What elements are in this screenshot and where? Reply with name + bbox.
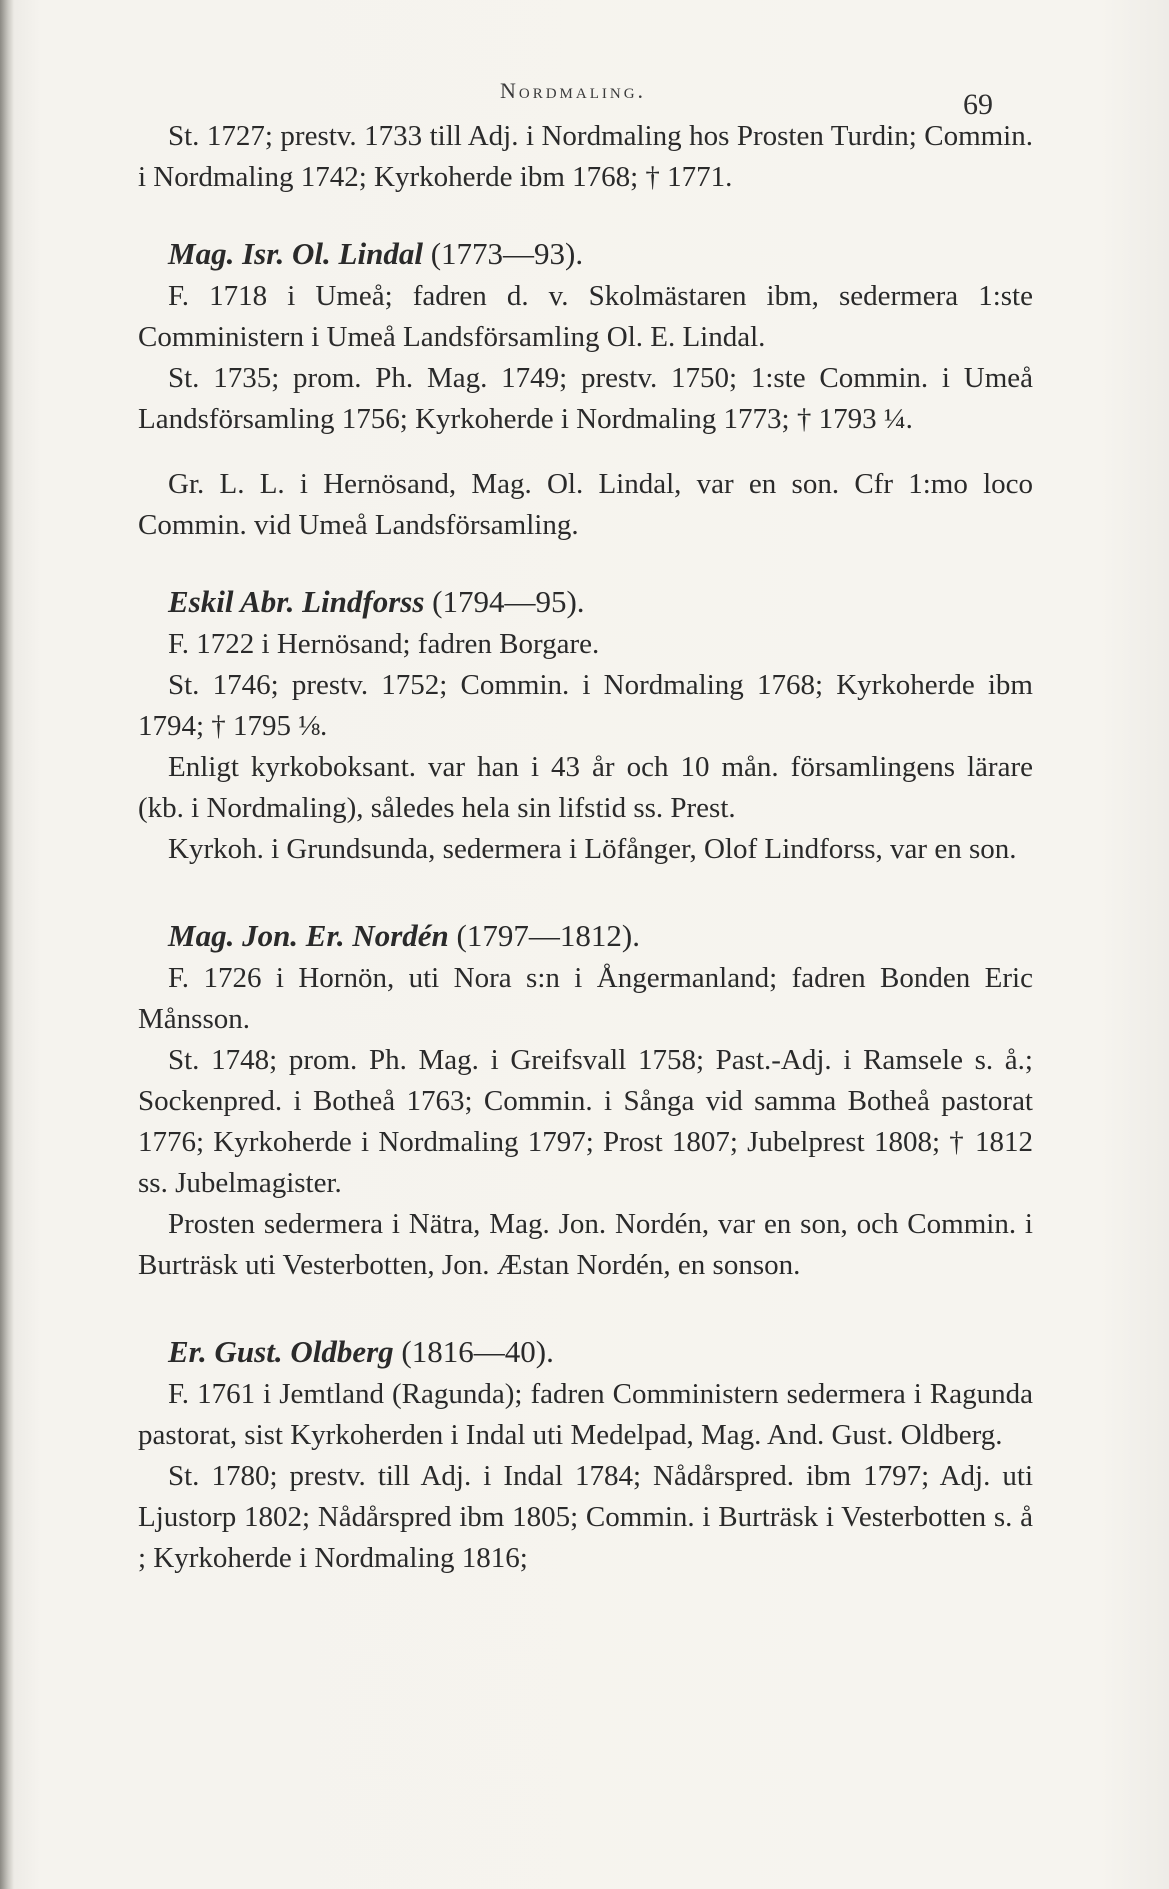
entry-heading-years: (1816—40). [401,1334,554,1369]
page-number: 69 [963,88,993,121]
entry-lindforss [138,580,1033,870]
entry-heading-name: Eskil Abr. Lindforss [168,584,425,619]
entry-continuation [138,116,1033,198]
entry-heading-name: Mag. Jon. Er. Nordén [168,918,449,953]
entry-lindal [138,232,1033,546]
entry-heading [138,580,1033,624]
entry-oldberg [138,1330,1033,1579]
entry-paragraph: St. 1748; prom. Ph. Mag. i Greifsvall 1758; Past.-Adj. i Ramsele s. å.; Sockenpred. i Botheå 1763; Commin. i Sånga vid samma Botheå pastorat 1776; Kyrkoherde i Nordmaling 1797; Prost 1807; Jubelprest 1808; † 1812 ss. Jubelmagister. [138,1044,1033,1199]
running-head: Nordmaling. [500,78,647,103]
entry-paragraph: F. 1722 i Hernösand; fadren Borgare. [168,628,600,660]
entry-paragraph: St. 1735; prom. Ph. Mag. 1749; prestv. 1750; 1:ste Commin. i Umeå Landsförsamling 1756; Kyrkoherde i Nordmaling 1773; † 1793 ¼. [138,362,1033,435]
text-column [138,116,1033,1579]
entry-heading-years: (1794—95). [432,584,585,619]
entry-paragraph: St. 1780; prestv. till Adj. i Indal 1784; Nådårspred. ibm 1797; Adj. uti Ljustorp 1802; Nådårspred ibm 1805; Commin. i Burträsk i Vesterbotten s. å ; Kyrkoherde i Nordmaling 1816; [138,1460,1033,1574]
entry-paragraph: Enligt kyrkoboksant. var han i 43 år och 10 mån. församlingens lärare (kb. i Nordmaling), således hela sin lifstid ss. Prest. [138,751,1033,824]
entry-paragraph: Prosten sedermera i Nätra, Mag. Jon. Nordén, var en son, och Commin. i Burträsk uti Vesterbotten, Jon. Æstan Nordén, en sonson. [138,1208,1033,1281]
entry-heading-name: Mag. Isr. Ol. Lindal [168,236,423,271]
entry-paragraph: Gr. L. L. i Hernösand, Mag. Ol. Lindal, var en son. Cfr 1:mo loco Commin. vid Umeå Landsförsamling. [138,468,1033,541]
entry-paragraph: St. 1727; prestv. 1733 till Adj. i Nordmaling hos Prosten Turdin; Commin. i Nordmaling 1742; Kyrkoherde ibm 1768; † 1771. [138,120,1033,193]
entry-paragraph: St. 1746; prestv. 1752; Commin. i Nordmaling 1768; Kyrkoherde ibm 1794; † 1795 ⅛. [138,669,1033,742]
entry-heading-name: Er. Gust. Oldberg [168,1334,394,1369]
entry-norden [138,914,1033,1286]
entry-heading-years: (1797—1812). [456,918,640,953]
entry-heading [138,232,1033,276]
entry-paragraph: F. 1718 i Umeå; fadren d. v. Skolmästaren ibm, sedermera 1:ste Comministern i Umeå Landsförsamling Ol. E. Lindal. [138,280,1033,353]
entry-paragraph: F. 1761 i Jemtland (Ragunda); fadren Comministern sedermera i Ragunda pastorat, sist Kyrkoherden i Indal uti Medelpad, Mag. And. Gust. Oldberg. [138,1378,1033,1451]
entry-heading [138,914,1033,958]
page-header [0,78,1169,121]
entry-paragraph: Kyrkoh. i Grundsunda, sedermera i Löfånger, Olof Lindforss, var en son. [168,833,1017,865]
page-binding-shadow [0,0,14,1889]
entry-heading [138,1330,1033,1374]
entry-heading-years: (1773—93). [430,236,584,271]
entry-paragraph: F. 1726 i Hornön, uti Nora s:n i Ångermanland; fadren Bonden Eric Månsson. [138,962,1033,1035]
